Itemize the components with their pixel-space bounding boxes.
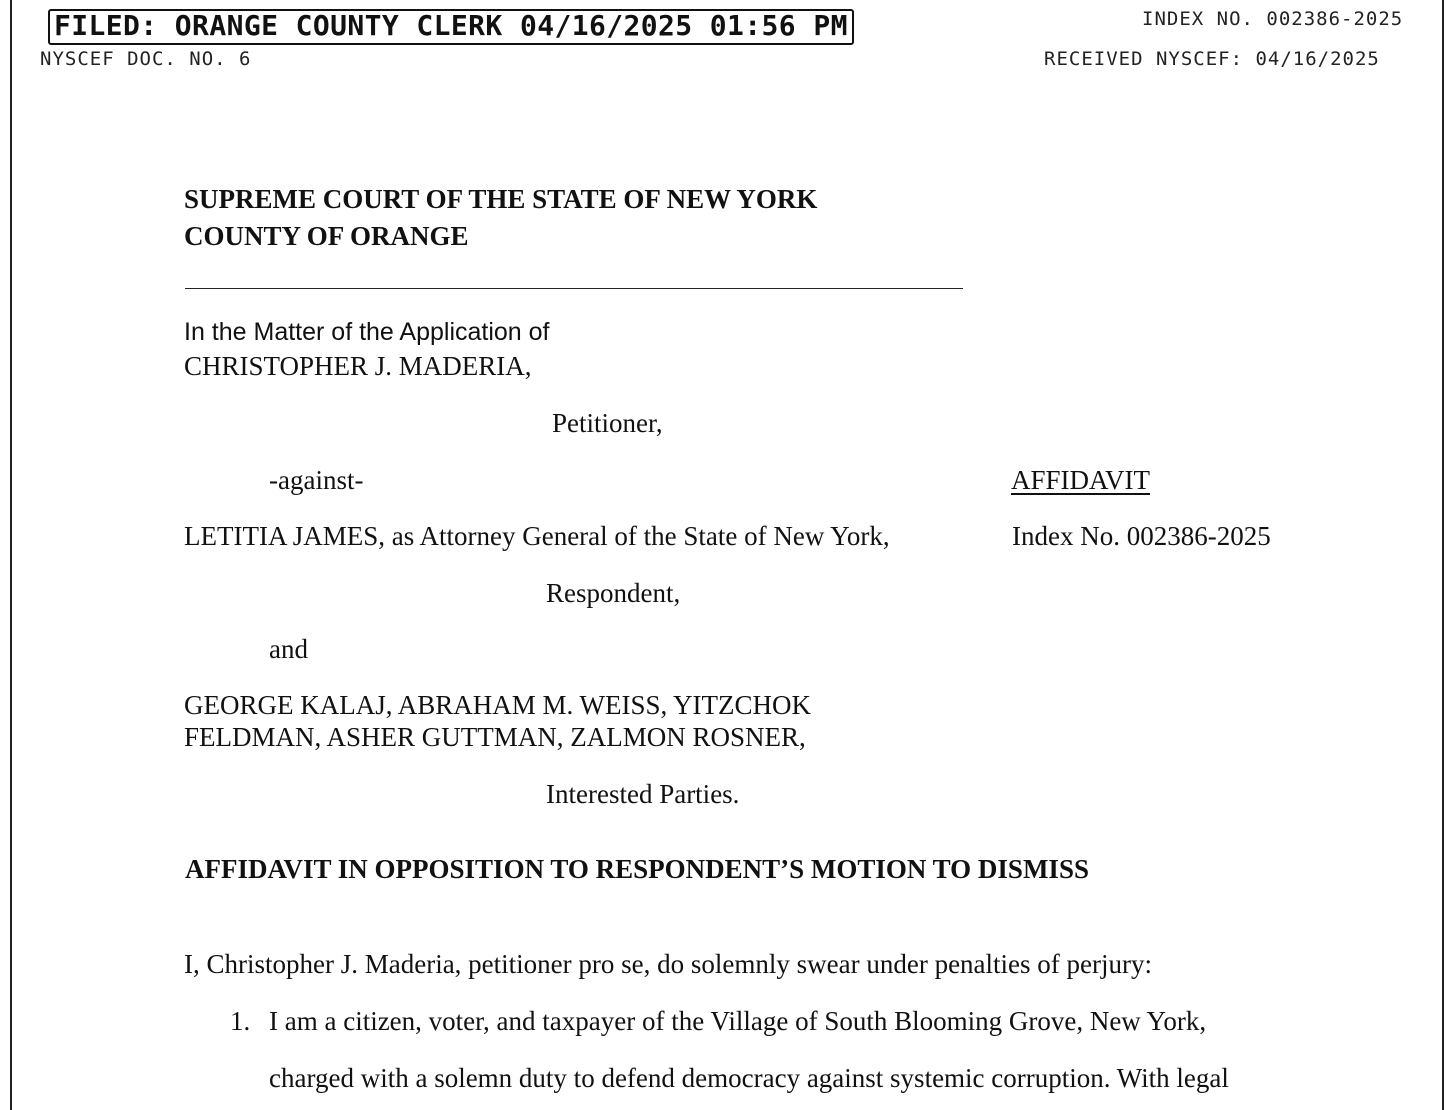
paragraph-number: 1. [230, 1006, 251, 1036]
affidavit-heading: AFFIDAVIT IN OPPOSITION TO RESPONDENT’S MOTION TO DISMISS [185, 854, 1089, 884]
respondent-role: Respondent, [546, 578, 681, 608]
document-page [10, 0, 1444, 1110]
filed-stamp: FILED: ORANGE COUNTY CLERK 04/16/2025 01:56 PM [48, 9, 854, 45]
county-name: COUNTY OF ORANGE [184, 221, 469, 251]
petitioner-role: Petitioner, [552, 408, 663, 438]
and-label: and [269, 634, 308, 664]
matter-line: In the Matter of the Application of [184, 318, 550, 346]
paragraph-line: I am a citizen, voter, and taxpayer of the Village of South Blooming Grove, New York, [269, 1006, 1207, 1036]
index-number: Index No. 002386-2025 [1012, 521, 1271, 551]
caption-divider [185, 288, 963, 289]
against-label: -against- [269, 465, 364, 495]
petitioner-name: CHRISTOPHER J. MADERIA, [184, 351, 532, 381]
interested-parties-role: Interested Parties. [546, 779, 740, 809]
court-name: SUPREME COURT OF THE STATE OF NEW YORK [184, 184, 818, 214]
interested-parties-line1: GEORGE KALAJ, ABRAHAM M. WEISS, YITZCHOK [184, 690, 812, 720]
intro-paragraph: I, Christopher J. Maderia, petitioner pro se, do solemnly swear under penalties of perjury: [184, 949, 1152, 979]
nyscef-doc-number: NYSCEF DOC. NO. 6 [40, 48, 252, 70]
index-number-header: INDEX NO. 002386-2025 [1142, 8, 1404, 30]
document-type: AFFIDAVIT [1011, 465, 1151, 495]
paragraph-line: charged with a solemn duty to defend democracy against systemic corruption. With legal [269, 1063, 1229, 1093]
received-date: RECEIVED NYSCEF: 04/16/2025 [1044, 48, 1380, 70]
interested-parties-line2: FELDMAN, ASHER GUTTMAN, ZALMON ROSNER, [184, 722, 806, 752]
respondent-name: LETITIA JAMES, as Attorney General of the State of New York, [184, 521, 890, 551]
